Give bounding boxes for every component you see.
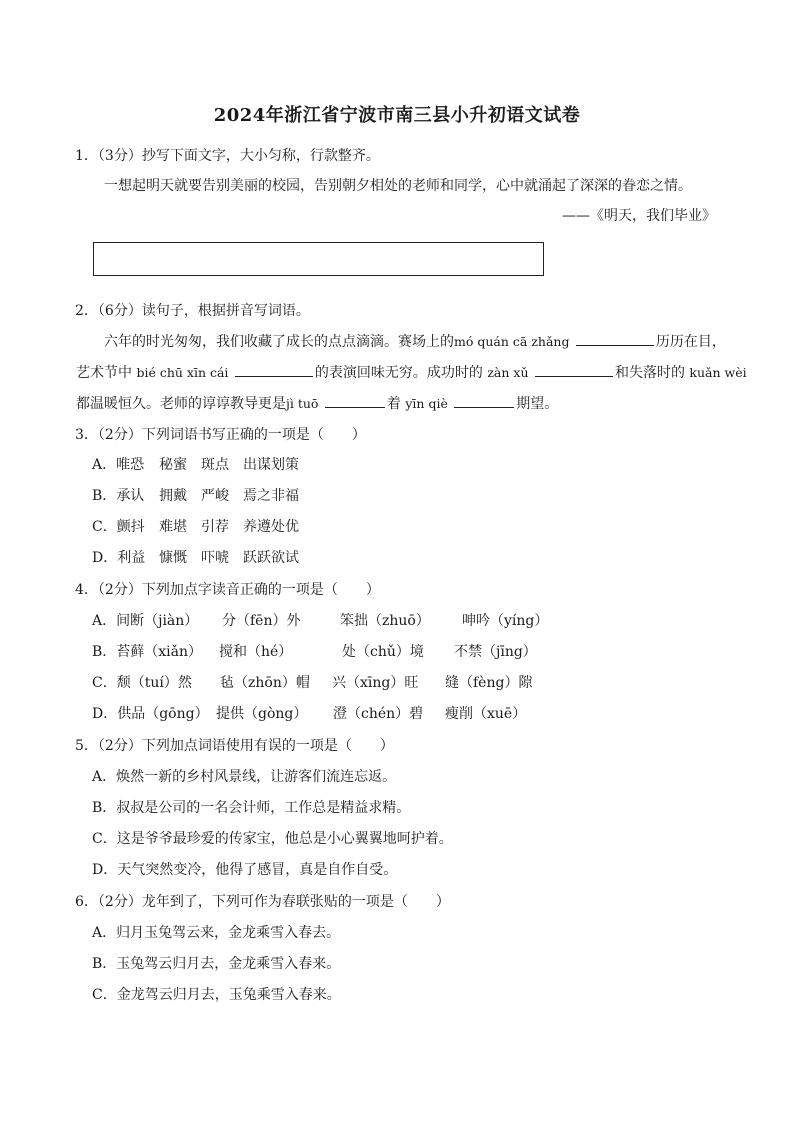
q3-a-w1: A．唯恐 <box>92 457 145 473</box>
q3-b-w3: 严峻 <box>201 488 229 504</box>
q6-option-b[interactable]: B．玉兔驾云归月去，金龙乘雪入春来。 <box>92 956 341 972</box>
q3-d-w4: 跃跃欲试 <box>243 550 299 566</box>
q2-pinyin-6: yīn qiè <box>405 396 448 411</box>
q2-text-2c: 和失落时的 <box>614 365 685 381</box>
q3-stem: 3．（2分）下列词语书写正确的一项是（ ） <box>75 427 366 443</box>
q2-blank-3[interactable] <box>535 362 613 377</box>
q5-option-d[interactable]: D．天气突然变冷，他得了感冒，真是自作自受。 <box>92 862 398 878</box>
q3-c-w1: C．颤抖 <box>92 519 145 535</box>
q3-a-w4: 出谋划策 <box>243 457 299 473</box>
q4-option-c[interactable] <box>92 673 532 693</box>
q4-c-w1: C．颓（tuí）然 <box>92 675 192 691</box>
q3-option-d[interactable] <box>92 548 299 568</box>
q3-b-w4: 焉之非福 <box>243 488 299 504</box>
q6-option-c[interactable]: C．金龙驾云归月去，玉兔乘雪入春来。 <box>92 987 341 1003</box>
q3-d-w2: 慷慨 <box>159 550 187 566</box>
q4-stem: 4．（2分）下列加点字读音正确的一项是（ ） <box>75 582 380 598</box>
q3-option-c[interactable] <box>92 517 299 537</box>
q4-b-w3: 处（chǔ）境 <box>342 644 424 660</box>
q4-c-w2: 毡（zhōn）帽 <box>220 675 310 691</box>
q2-blank-2[interactable] <box>235 362 313 377</box>
q6-option-a[interactable]: A．归月玉兔驾云来，金龙乘雪入春去。 <box>92 925 341 941</box>
q2-line-2 <box>76 362 747 383</box>
q2-stem: 2．（6分）读句子，根据拼音写词语。 <box>75 303 310 319</box>
q5-stem: 5．（2分）下列加点词语使用有误的一项是（ ） <box>75 738 394 754</box>
q2-text-3a: 都温暖恒久。老师的谆谆教导更是 <box>76 396 286 412</box>
q4-option-d[interactable] <box>92 704 526 724</box>
q1-passage: 一想起明天就要告别美丽的校园，告别朝夕相处的老师和同学，心中就涌起了深深的眷恋之情。 <box>104 178 692 194</box>
q2-line-3 <box>76 393 558 414</box>
q4-d-w3: 澄（chén）碧 <box>333 706 424 722</box>
q1-stem: 1．（3分）抄写下面文字，大小匀称，行款整齐。 <box>75 148 380 164</box>
q4-c-w4: 缝（fèng）隙 <box>445 675 533 691</box>
q4-a-w2: 分（fēn）外 <box>222 613 301 629</box>
q4-d-w2: 提供（gòng） <box>216 706 308 722</box>
q3-b-w1: B．承认 <box>92 488 145 504</box>
q3-d-w1: D．利益 <box>92 550 146 566</box>
q3-a-w2: 秘蜜 <box>159 457 187 473</box>
q4-b-w1: B．苔藓（xiǎn） <box>92 644 203 660</box>
q2-blank-1[interactable] <box>576 331 654 346</box>
q3-b-w2: 拥戴 <box>159 488 187 504</box>
q5-option-b[interactable]: B．叔叔是公司的一名会计师，工作总是精益求精。 <box>92 800 411 816</box>
q4-d-w4: 瘦削（xuē） <box>445 706 527 722</box>
q2-blank-6[interactable] <box>454 393 514 408</box>
q2-text-2b: 的表演回味无穷。成功时的 <box>314 365 483 381</box>
q2-text-3c: 期望。 <box>516 396 559 412</box>
q3-c-w3: 引荐 <box>201 519 229 535</box>
q3-c-w4: 养遵处优 <box>243 519 299 535</box>
q2-blank-5[interactable] <box>325 393 385 408</box>
q4-b-w2: 搅和（hé） <box>219 644 293 660</box>
q4-option-b[interactable] <box>92 642 537 662</box>
q4-a-w3: 笨拙（zhuō） <box>340 613 430 629</box>
q6-stem: 6．（2分）龙年到了，下列可作为春联张贴的一项是（ ） <box>75 894 450 910</box>
q2-text-1a: 六年的时光匆匆，我们收藏了成长的点点滴滴。赛场上的 <box>104 334 454 350</box>
q3-c-w2: 难堪 <box>159 519 187 535</box>
q5-option-a[interactable]: A．焕然一新的乡村风景线，让游客们流连忘返。 <box>92 769 397 785</box>
exam-title: 2024年浙江省宁波市南三县小升初语文试卷 <box>213 105 581 126</box>
q4-c-w3: 兴（xīng）旺 <box>332 675 419 691</box>
q4-option-a[interactable] <box>92 611 548 631</box>
q2-text-3b: 着 <box>386 396 401 412</box>
q4-d-w1: D．供品（gōng） <box>92 706 209 722</box>
q3-a-w3: 斑点 <box>201 457 229 473</box>
q3-option-a[interactable] <box>92 455 299 475</box>
q1-source: ——《明天，我们毕业》 <box>562 208 716 224</box>
q2-pinyin-1: mó quán cā zhǎng <box>454 334 570 349</box>
q2-pinyin-3: zàn xǔ <box>487 365 529 380</box>
q3-option-b[interactable] <box>92 486 299 506</box>
q2-pinyin-5: jì tuō <box>286 396 319 411</box>
q2-text-2a: 艺术节中 <box>76 365 132 381</box>
q4-a-w1: A．间断（jiàn） <box>92 613 199 629</box>
q2-pinyin-4: kuǎn wèi <box>689 365 747 380</box>
q4-b-w4: 不禁（jīng） <box>454 644 537 660</box>
q2-line-1 <box>104 331 726 352</box>
q2-pinyin-2: bié chū xīn cái <box>136 365 229 380</box>
q1-answer-box[interactable] <box>93 242 544 276</box>
q4-a-w4: 呻吟（yíng） <box>462 613 549 629</box>
q2-text-1b: 历历在目， <box>655 334 726 350</box>
q3-d-w3: 吓唬 <box>201 550 229 566</box>
q5-option-c[interactable]: C．这是爷爷最珍爱的传家宝，他总是小心翼翼地呵护着。 <box>92 831 453 847</box>
